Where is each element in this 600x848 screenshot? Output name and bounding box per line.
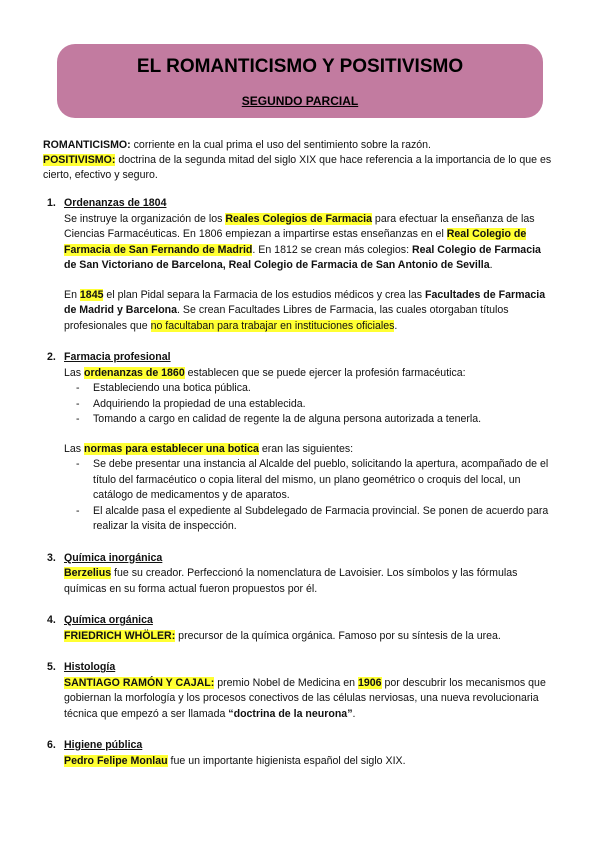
- term-romanticismo: ROMANTICISMO:: [43, 139, 131, 151]
- definition-text: corriente en la cual prima el uso del sentimiento sobre la razón.: [130, 139, 432, 151]
- title-banner: [57, 44, 543, 118]
- list-item: - Se debe presentar una instancia al Alcalde del pueblo, solicitando la apertura, acompañado de el título del farmacéutico o copia literal del mismo, un plano geométrico o croquis del local, un catálogo de medicamentos y de aparatos.: [64, 457, 555, 504]
- highlight: no facultaban para trabajar en instituciones oficiales: [150, 319, 395, 332]
- highlight: Reales Colegios de Farmacia: [225, 212, 372, 225]
- paragraph: Pedro Felipe Monlau fue un importante higienista español del siglo XIX.: [64, 754, 406, 767]
- definition-positivismo: [43, 153, 553, 183]
- page-subtitle: SEGUNDO PARCIAL: [241, 94, 359, 108]
- section-farmacia-profesional: [43, 350, 555, 535]
- highlight: SANTIAGO RAMÓN Y CAJAL:: [64, 676, 215, 689]
- section-number: 6.: [47, 739, 56, 751]
- paragraph: Se instruye la organización de los Reales Colegios de Farmacia para efectuar la enseñanza de las Ciencias Farmacéuticas. En 1806 empiezan a impartirse estas enseñanzas en el Real Colegio de Farmacia de San Fernando de Madrid. En 1812 se crean más colegios: Real Colegio de Farmacia de San Victoriano de Barcelona, Real Colegio de Farmacia de San Antonio de Sevilla.: [64, 212, 541, 271]
- section-quimica-inorganica: [43, 551, 555, 598]
- bullet-list: [64, 381, 555, 428]
- section-title: Farmacia profesional: [64, 351, 171, 363]
- highlight: 1906: [357, 676, 382, 689]
- highlight: Real Colegio de Farmacia de San Fernando de Madrid: [64, 228, 527, 256]
- paragraph: SANTIAGO RAMÓN Y CAJAL: premio Nobel de Medicina en 1906 por descubrir los mecanismos que gobiernan la morfología y los procesos conectivos de las células nerviosas, una nueva revolucionaria técnica que empezó a ser llamada “doctrina de la neurona”.: [64, 676, 546, 720]
- bullet-list: [64, 457, 555, 535]
- section-title: Química orgánica: [64, 614, 153, 626]
- section-title: Ordenanzas de 1804: [64, 197, 167, 209]
- section-number: 5.: [47, 661, 56, 673]
- section-number: 4.: [47, 614, 56, 626]
- section-title: Higiene pública: [64, 739, 143, 751]
- highlight: normas para establecer una botica: [84, 442, 259, 455]
- paragraph: FRIEDRICH WHÖLER: precursor de la química orgánica. Famoso por su síntesis de la urea.: [64, 629, 501, 642]
- section-quimica-organica: [43, 613, 555, 644]
- paragraph: Las ordenanzas de 1860 establecen que se puede ejercer la profesión farmacéutica:: [64, 366, 466, 379]
- definition-text: doctrina de la segunda mitad del siglo XIX que hace referencia a la importancia de lo que es cierto, efectivo y seguro.: [43, 154, 552, 181]
- term-positivismo: POSITIVISMO:: [43, 154, 116, 166]
- section-ordenanzas-1804: [43, 196, 555, 334]
- definition-romanticismo: [43, 138, 553, 153]
- paragraph: Berzelius fue su creador. Perfeccionó la nomenclatura de Lavoisier. Los símbolos y las fórmulas químicas en su forma actual fueron propuestos por él.: [64, 567, 518, 595]
- section-number: 1.: [47, 197, 56, 209]
- section-number: 3.: [47, 551, 56, 564]
- highlight: ordenanzas de 1860: [84, 366, 185, 379]
- section-title: Histología: [64, 661, 116, 673]
- section-title: Química inorgánica: [64, 551, 163, 564]
- sections-list: [43, 196, 555, 769]
- highlight: 1845: [79, 288, 104, 301]
- paragraph: En 1845 el plan Pidal separa la Farmacia de los estudios médicos y crea las Facultades de Farmacia de Madrid y Barcelona. Se crean Facultades Libres de Farmacia, las cuales otorgaban títulos profesionales que no facultaban para trabajar en instituciones oficiales.: [64, 288, 546, 332]
- section-number: 2.: [47, 351, 56, 363]
- list-item: - El alcalde pasa el expediente al Subdelegado de Farmacia provincial. Se ponen de acuerdo para realizar la visita de inspección.: [64, 504, 555, 535]
- list-item: - Tomando a cargo en calidad de regente la de alguna persona autorizada a tenerla.: [64, 412, 555, 428]
- highlight: Pedro Felipe Monlau: [64, 754, 168, 767]
- intro-definitions: [43, 138, 553, 183]
- page-title: EL ROMANTICISMO Y POSITIVISMO: [136, 56, 464, 77]
- section-histologia: [43, 660, 555, 722]
- section-higiene-publica: [43, 738, 555, 769]
- list-item: - Adquiriendo la propiedad de una establecida.: [64, 397, 555, 413]
- highlight: Berzelius: [64, 567, 112, 579]
- paragraph: Las normas para establecer una botica eran las siguientes:: [64, 442, 354, 455]
- highlight: FRIEDRICH WHÖLER:: [64, 629, 176, 642]
- list-item: - Estableciendo una botica pública.: [64, 381, 555, 397]
